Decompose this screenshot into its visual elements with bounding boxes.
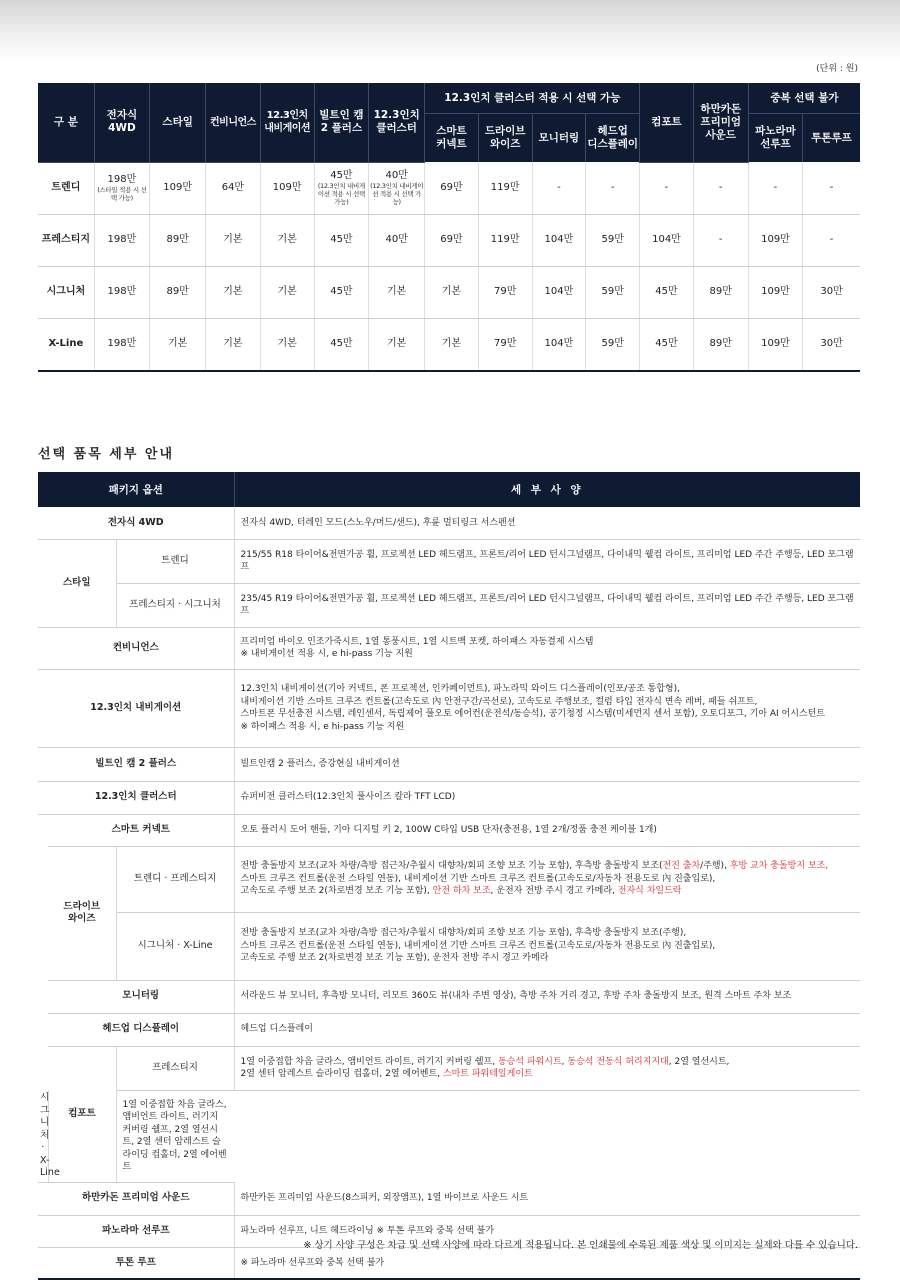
row-label-comfort: 컴포트 (48, 1046, 116, 1182)
cell-harman: - (693, 214, 748, 266)
header-drive-wise: 드라이브 와이즈 (478, 114, 532, 163)
cell-drive-wise: 79만 (478, 318, 532, 371)
table-row (38, 266, 860, 318)
section-title: 선택 품목 세부 안내 (38, 447, 175, 462)
cell-panorama: 109만 (748, 318, 802, 371)
cell-convenience: 기본 (206, 214, 260, 266)
cell-navigation: 기본 (260, 266, 314, 318)
cell-style: 109만 (150, 162, 206, 214)
trim-name: X-Line (38, 318, 94, 371)
row-label-style: 스타일 (38, 539, 116, 627)
cell-builtin-cam: 45만 (12.3인치 내비게이션 적용 시 선택 가능) (314, 162, 368, 214)
cell-convenience: 기본 (206, 266, 260, 318)
header-gubun: 구 분 (38, 83, 94, 162)
cell-hud: - (586, 162, 640, 214)
cell-drive-wise: 119만 (478, 214, 532, 266)
cell-style: 89만 (150, 266, 206, 318)
header-cluster-group: 12.3인치 클러스터 적용 시 선택 가능 (425, 83, 640, 114)
cell-builtin-cam: 45만 (314, 318, 368, 371)
header-convenience: 컨비니언스 (206, 83, 260, 162)
cell-harman: 89만 (693, 266, 748, 318)
row-desc-comfort-prestige: 1열 이중접합 차음 글라스, 앰비언트 라이트, 러기지 커버링 쉘프, 동승석 파워시트, 동승석 전동식 허리지지대, 2열 열선시트, 2열 센터 암레스트 슬라이딩 컵홀더, 2열 에어벤트, 스마트 파워테일게이트 (234, 1046, 860, 1090)
cell-note: (12.3인치 내비게이션 적용 시 선택 가능) (317, 182, 365, 206)
sub-label-signature-xline: 시그니처 · X-Line (38, 1090, 48, 1182)
row-label-twotone: 투톤 루프 (38, 1247, 234, 1279)
sub-label-prestige: 프레스티지 (116, 1046, 234, 1090)
cell-note: (스타일 적용 시 선택 가능) (97, 186, 147, 202)
cell-convenience: 64만 (206, 162, 260, 214)
row-desc-drive-wise-tp: 전방 충돌방지 보조(교차 차량/측방 접근차/추월시 대향차/회피 조향 보조 기능 포함), 후측방 충돌방지 보조(전진 출차/주행), 후방 교차 충돌방지 보조, 스마트 크루즈 컨트롤(운전 스타일 연동), 내비게이션 기반 스마트 크루즈 컨트롤(고속도로/자동차 전용도로 內 진출입로), 고속도로 주행 보조 2(차로변경 보조 기능 포함), 안전 하차 보조, 운전자 전방 주시 경고 카메라, 전자식 차일드락 (234, 846, 860, 912)
cell-comfort: 45만 (640, 266, 693, 318)
row-label-builtin-cam: 빌트인 캠 2 플러스 (38, 747, 234, 781)
row-desc-monitoring: 서라운드 뷰 모니터, 후측방 모니터, 리모트 360도 뷰(내차 주변 영상), 측방 주차 거리 경고, 후방 주차 충돌방지 보조, 원격 스마트 주차 보조 (234, 980, 860, 1013)
header-harman: 하만카돈 프리미엄 사운드 (693, 83, 748, 162)
row-desc-panorama: 파노라마 선루프, 니트 헤드라이닝 ※ 투톤 루프와 중복 선택 불가 (234, 1215, 860, 1247)
cell-harman: - (693, 162, 748, 214)
header-style: 스타일 (150, 83, 206, 162)
sub-label-trendy: 트렌디 (116, 539, 234, 583)
option-price-table (38, 83, 860, 372)
row-label-cluster: 12.3인치 클러스터 (38, 781, 234, 814)
trim-name: 트렌디 (38, 162, 94, 214)
table-row (38, 162, 860, 214)
cell-monitoring: 104만 (532, 214, 585, 266)
row-desc-twotone: ※ 파노라마 선루프와 중복 선택 불가 (234, 1247, 860, 1279)
cell-cluster: 40만 (12.3인치 내비게이션 적용 시 선택 가능) (369, 162, 425, 214)
row-desc-4wd: 전자식 4WD, 터레인 모드(스노우/머드/샌드), 후륜 멀티링크 서스펜션 (234, 507, 860, 539)
row-label-monitoring: 모니터링 (48, 980, 234, 1013)
header-hud: 헤드업 디스플레이 (586, 114, 640, 163)
footnote: ※ 상기 사양 구성은 차급 및 선택 사양에 따라 다르게 적용됩니다. 본 인쇄물에 수록된 제품 색상 및 이미지는 실제와 다를 수 있습니다. (303, 1240, 858, 1251)
header-cluster: 12.3인치 클러스터 (369, 83, 425, 162)
header-4wd: 전자식 4WD (94, 83, 149, 162)
cell-drive-wise: 119만 (478, 162, 532, 214)
indent-spacer (38, 814, 48, 1090)
cell-harman: 89만 (693, 318, 748, 371)
row-label-convenience: 컨비니언스 (38, 627, 234, 669)
cell-comfort: 45만 (640, 318, 693, 371)
cell-comfort: - (640, 162, 693, 214)
cell-panorama: 109만 (748, 214, 802, 266)
row-label-panorama: 파노라마 선루프 (38, 1215, 234, 1247)
sub-label-prestige-signature: 프레스티지 · 시그니처 (116, 583, 234, 627)
cell-panorama: 109만 (748, 266, 802, 318)
cell-hud: 59만 (586, 318, 640, 371)
cell-4wd: 198만 (94, 214, 149, 266)
cell-builtin-cam: 45만 (314, 214, 368, 266)
cell-monitoring: - (532, 162, 585, 214)
cell-hud: 59만 (586, 214, 640, 266)
cell-drive-wise: 79만 (478, 266, 532, 318)
cell-smart-connect: 69만 (425, 162, 478, 214)
header-navigation: 12.3인치 내비게이션 (260, 83, 314, 162)
row-desc-style-ps: 235/45 R19 타이어&전면가공 휠, 프로젝션 LED 헤드램프, 프론트/리어 LED 턴시그널램프, 다이내믹 웰컴 라이트, 프리미엄 LED 주간 주행등, LED 포그램프 (234, 583, 860, 627)
cell-builtin-cam: 45만 (314, 266, 368, 318)
row-desc-hud: 헤드업 디스플레이 (234, 1013, 860, 1046)
header-builtin-cam: 빌트인 캠 2 플러스 (314, 83, 368, 162)
row-desc-smart-connect: 오토 플러시 도어 핸들, 기아 디지털 키 2, 100W C타입 USB 단자(충전용, 1열 2개/정품 충전 케이블 1개) (234, 814, 860, 846)
option-detail-table (38, 472, 860, 1280)
trim-name: 시그니처 (38, 266, 94, 318)
row-label-smart-connect: 스마트 커넥트 (48, 814, 234, 846)
cell-twotone: 30만 (803, 318, 860, 371)
trim-name: 프레스티지 (38, 214, 94, 266)
cell-smart-connect: 기본 (425, 318, 478, 371)
cell-note: (12.3인치 내비게이션 적용 시 선택 가능) (370, 182, 424, 206)
row-desc-cluster: 슈퍼비전 클러스터(12.3인치 풀사이즈 칼라 TFT LCD) (234, 781, 860, 814)
cell-style: 기본 (150, 318, 206, 371)
cell-twotone: - (803, 162, 860, 214)
table-row (38, 318, 860, 371)
cell-cluster: 기본 (369, 266, 425, 318)
cell-monitoring: 104만 (532, 318, 585, 371)
row-label-4wd: 전자식 4WD (38, 507, 234, 539)
row-desc-style-trendy: 215/55 R18 타이어&전면가공 휠, 프로젝션 LED 헤드램프, 프론트/리어 LED 턴시그널램프, 다이내믹 웰컴 라이트, 프리미엄 LED 주간 주행등, LED 포그램프 (234, 539, 860, 583)
cell-convenience: 기본 (206, 318, 260, 371)
row-label-hud: 헤드업 디스플레이 (48, 1013, 234, 1046)
unit-label: (단위 : 원) (816, 64, 858, 74)
header-package: 패키지 옵션 (38, 472, 234, 507)
cell-cluster: 40만 (369, 214, 425, 266)
cell-4wd: 198만 (94, 318, 149, 371)
header-comfort: 컴포트 (640, 83, 693, 162)
cell-style: 89만 (150, 214, 206, 266)
cell-hud: 59만 (586, 266, 640, 318)
cell-comfort: 104만 (640, 214, 693, 266)
row-desc-convenience: 프리미엄 바이오 인조가죽시트, 1열 통풍시트, 1열 시트백 포켓, 하이패스 자동결제 시스템 ※ 내비게이션 적용 시, e hi-pass 기능 지원 (234, 627, 860, 669)
sub-label-signature-xline: 시그니처 · X-Line (116, 912, 234, 980)
row-desc-builtin-cam: 빌트인캠 2 플러스, 증강현실 내비게이션 (234, 747, 860, 781)
row-desc-harman: 하만카돈 프리미엄 사운드(8스피커, 외장앰프), 1열 바이브로 사운드 시트 (234, 1182, 860, 1215)
cell-navigation: 기본 (260, 214, 314, 266)
row-desc-navigation: 12.3인치 내비게이션(기아 커넥트, 폰 프로젝션, 인카페이먼트), 파노라믹 와이드 디스플레이(인포/공조 통합형), 내비게이션 기반 스마트 크루즈 컨트롤(고속도로 內 안전구간/곡선로), 고속도로 주행보조, 컬럼 타입 전자식 변속 레버, 패들 쉬프트, 스마트폰 무선충전 시스템, 레인센서, 독립제어 풀오토 에어컨(운전석/동승석), 공기청정 시스템(미세먼지 센서 포함), 오토디포그, 기아 AI 어시스턴트 ※ 하이패스 적용 시, e hi-pass 기능 지원 (234, 669, 860, 747)
cell-4wd: 198만 (94, 266, 149, 318)
header-panorama: 파노라마 선루프 (748, 114, 802, 163)
row-desc-drive-wise-sx: 전방 충돌방지 보조(교차 차량/측방 접근차/추월시 대향차/회피 조향 보조 기능 포함), 후측방 충돌방지 보조(주행), 스마트 크루즈 컨트롤(운전 스타일 연동), 내비게이션 기반 스마트 크루즈 컨트롤(고속도로/자동차 전용도로 內 진출입로), 고속도로 주행 보조 2(차로변경 보조 기능 포함), 운전자 전방 주시 경고 카메라 (234, 912, 860, 980)
sub-label-trendy-prestige: 트렌디 · 프레스티지 (116, 846, 234, 912)
row-label-drive-wise: 드라이브 와이즈 (48, 846, 116, 980)
cell-smart-connect: 기본 (425, 266, 478, 318)
cell-monitoring: 104만 (532, 266, 585, 318)
cell-smart-connect: 69만 (425, 214, 478, 266)
row-label-navigation: 12.3인치 내비게이션 (38, 669, 234, 747)
header-twotone: 투톤루프 (803, 114, 860, 163)
cell-navigation: 109만 (260, 162, 314, 214)
cell-twotone: - (803, 214, 860, 266)
header-spec: 세 부 사 양 (234, 472, 860, 507)
cell-panorama: - (748, 162, 802, 214)
header-smart-connect: 스마트 커넥트 (425, 114, 478, 163)
top-gradient-band (0, 0, 900, 60)
header-duplicate-group: 중복 선택 불가 (748, 83, 860, 114)
cell-4wd: 198만 (스타일 적용 시 선택 가능) (94, 162, 149, 214)
table-row (38, 214, 860, 266)
cell-cluster: 기본 (369, 318, 425, 371)
cell-twotone: 30만 (803, 266, 860, 318)
header-monitoring: 모니터링 (532, 114, 585, 163)
cell-navigation: 기본 (260, 318, 314, 371)
row-desc-comfort-sx: 1열 이중접합 차음 글라스, 앰비언트 라이트, 러기지 커버링 쉘프, 2열 열선시트, 2열 센터 암레스트 슬라이딩 컵홀더, 2열 에어벤트 (116, 1090, 234, 1182)
row-label-harman: 하만카돈 프리미엄 사운드 (38, 1182, 234, 1215)
